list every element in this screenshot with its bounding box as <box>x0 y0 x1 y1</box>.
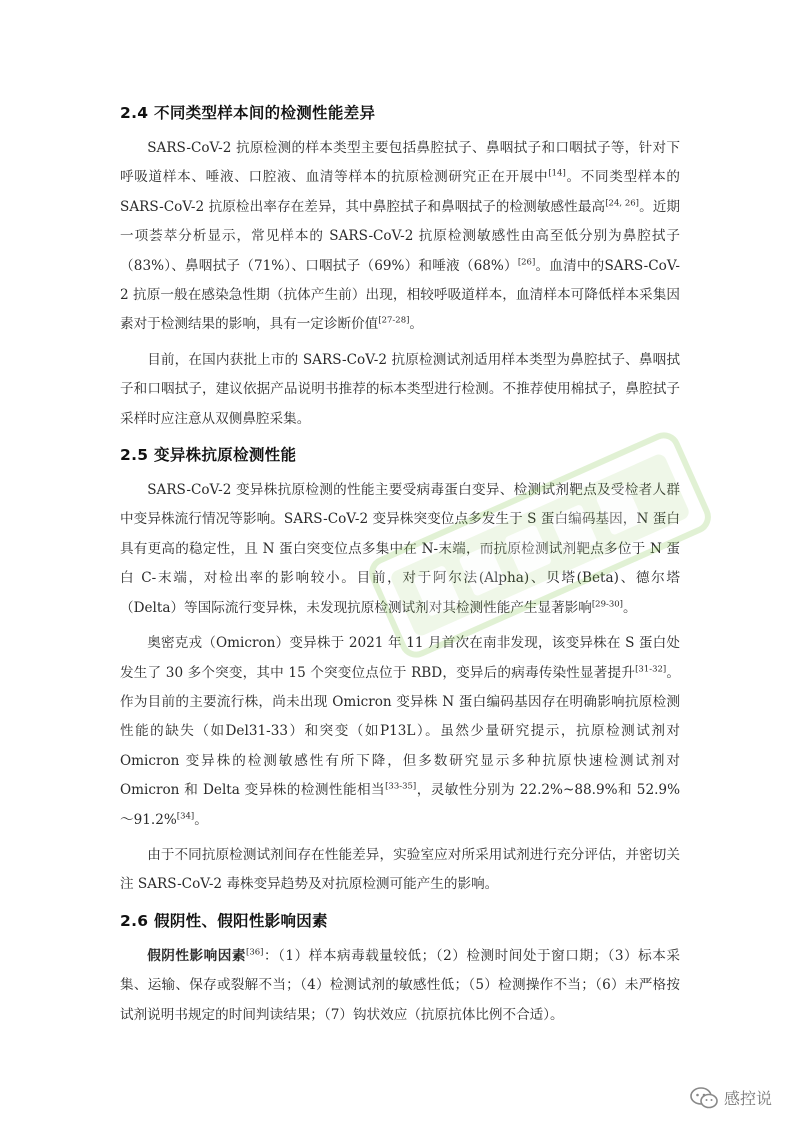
paragraph-text: 。近期一项荟萃分析显示，常见样本的 SARS-CoV-2 抗原检测敏感性由高至低分别为鼻腔拭子（83%）、鼻咽拭子（71%）、口咽拭子（69%）和唾液（68%） <box>120 198 681 274</box>
article-body <box>120 98 680 1036</box>
body-paragraph <box>120 942 680 1030</box>
paragraph-text: ，灵敏性分别为 22.2%~88.9%和 52.9%～91.2% <box>120 782 680 828</box>
footer-brand-label: 感控说 <box>723 1089 772 1108</box>
citation-ref: [36] <box>246 947 264 958</box>
paragraph-text: 。不同类型样本的 SARS-CoV-2 抗原检出率存在差异，其中鼻腔拭子和鼻咽拭子的检测敏感性最高 <box>120 169 681 215</box>
citation-ref: [31-32] <box>635 663 667 674</box>
paragraph-text: 。作为目前的主要流行株，尚未出现 Omicron 变异株 N 蛋白编码基因存在明确影响抗原检测性能的缺失（如Del31-33）和突变（如P13L）。虽然少量研究提示，抗原检测试剂对 Omicron 变异株的检测敏感性有所下降，但多数研究显示多种抗原快速检测试剂对 Omicron 和 Delta 变异株的检测性能相当 <box>120 664 680 799</box>
paragraph-text: SARS-CoV-2 抗原检测的样本类型主要包括鼻腔拭子、鼻咽拭子和口咽拭子等，针对下呼吸道样本、唾液、口腔液、血清等样本的抗原检测研究正在开展中 <box>120 140 680 186</box>
footer-brand <box>690 1086 772 1109</box>
citation-ref: [14] <box>548 168 566 179</box>
citation-ref: [24, 26] <box>605 198 639 209</box>
paragraph-text: 奥密克戎（Omicron）变异株于 2021 年 11 月首次在南非发现，该变异株在 S 蛋白处发生了 30 多个突变，其中 15 个突变位点位于 RBD，变异后的病毒传染性显著提升 <box>120 635 680 681</box>
body-paragraph <box>120 134 680 340</box>
body-paragraph <box>120 346 680 434</box>
section-heading: 2.5 变异株抗原检测性能 <box>120 446 297 465</box>
citation-ref: [34] <box>176 811 195 821</box>
paragraph-text: 。 <box>409 316 424 333</box>
body-paragraph <box>120 629 680 835</box>
paragraph-text: 。 <box>623 599 637 616</box>
section-heading: 2.4 不同类型样本间的检测性能差异 <box>120 104 376 122</box>
citation-ref: [29-30] <box>591 599 623 610</box>
paragraph-text: 。血清中的SARS-CoV-2 抗原一般在感染急性期（抗体产生前）出现，相较呼吸道样本，血清样本可降低样本采集因素对于检测结果的影响，具有一定诊断价值 <box>120 257 680 333</box>
bold-lead-text: 假阴性影响因素 <box>147 947 247 964</box>
body-paragraph <box>120 841 680 900</box>
paragraph-text: 目前，在国内获批上市的 SARS-CoV-2 抗原检测试剂适用样本类型为鼻腔拭子、鼻咽拭子和口咽拭子，建议依据产品说明书推荐的标本类型进行检测。不推荐使用棉拭子，鼻腔拭子采样时应注意从双侧鼻腔采集。 <box>120 351 680 427</box>
citation-ref: [26] <box>517 257 536 268</box>
citation-ref: [27-28] <box>378 315 410 326</box>
wechat-icon <box>690 1087 718 1109</box>
paragraph-text: SARS-CoV-2 变异株抗原检测的性能主要受病毒蛋白变异、检测试剂靶点及受检者人群中变异株流行情况等影响。SARS-CoV-2 变异株突变位点多发生于 S 蛋白编码基因，N 蛋白具有更高的稳定性，且 N 蛋白突变位点多集中在 N-末端，而抗原检测试剂靶点多位于 N 蛋白 C-末端，对检出率的影响较小。目前，对于阿尔法(Alpha)、贝塔(Beta)、德尔塔（Delta）等国际流行变异株，未发现抗原检测试剂对其检测性能产生显著影响 <box>120 482 680 616</box>
body-paragraph <box>120 476 680 623</box>
section-heading: 2.6 假阴性、假阳性影响因素 <box>120 911 328 930</box>
paragraph-text: 。 <box>194 811 208 828</box>
citation-ref: [33-35] <box>385 781 417 792</box>
paragraph-text: ：（1）样本病毒载量较低；（2）检测时间处于窗口期；（3）标本采集、运输、保存或裂解不当；（4）检测试剂的敏感性低；（5）检测操作不当；（6）未严格按试剂说明书规定的时间判读结果；（7）钩状效应（抗原抗体比例不合适）。 <box>120 947 681 1023</box>
paragraph-text: 由于不同抗原检测试剂间存在性能差异，实验室应对所采用试剂进行充分评估，并密切关注 SARS-CoV-2 毒株变异趋势及对抗原检测可能产生的影响。 <box>120 846 680 893</box>
